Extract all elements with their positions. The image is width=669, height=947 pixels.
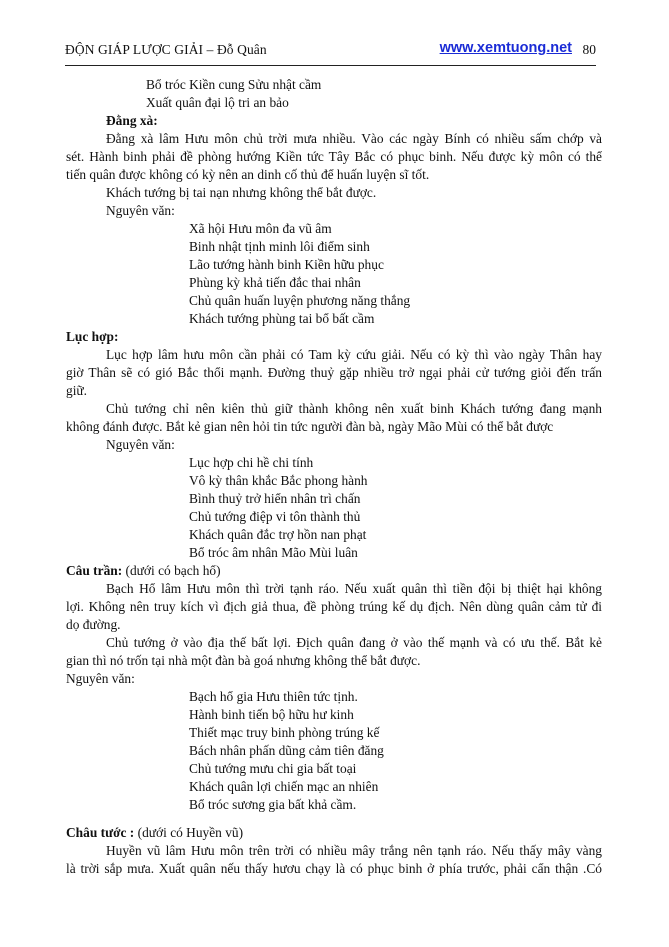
verse-line: Bổ tróc âm nhân Mão Mùi luân [189,545,358,560]
paragraph-line: Đằng xà lâm Hưu môn chủ trời mưa nhiều. Vào các ngày Bính có nhiều sấm chớp và [106,131,602,146]
original-text-label: Nguyên văn: [106,437,175,452]
website-link[interactable]: www.xemtuong.net [439,40,572,56]
original-text-label: Nguyên văn: [66,671,135,686]
paragraph-line: là trời sắp mưa. Xuất quân nếu thấy hươu chạy là có phục binh ở phía trước, phải cẩn thận .Có [66,861,602,876]
paragraph-line: lợi. Không nên truy kích vì địch giả thua, đề phòng trúng kế dụ địch. Nên dùng quân cảm tử đi [66,599,602,614]
paragraph-line: Khách tướng bị tai nạn nhưng không thể bắt được. [106,185,377,200]
verse-line: Khách tướng phùng tai bổ bất cầm [189,311,375,326]
section-heading [66,563,221,579]
header-divider [65,65,596,66]
verse-line: Thiết mạc truy binh phòng trúng kế [189,725,380,740]
section-heading: Lục hợp: [66,329,119,344]
verse-line: Hành binh tiến bộ hữu hư kinh [189,707,354,722]
verse-line: Vô kỳ thân khắc Bắc phong hành [189,473,368,488]
section-heading-title: Châu tước : [66,825,135,840]
paragraph-line: Chủ tướng ở vào địa thế bất lợi. Địch quân đang ở vào thế mạnh và có ưu thế. Bắt kẻ [106,635,602,650]
verse-line: Xuất quân đại lộ tri an bảo [146,95,289,110]
verse-line: Xã hội Hưu môn đa vũ âm [189,221,332,236]
paragraph-line: Chủ tướng chỉ nên kiên thủ giữ thành không nên xuất binh Khách tướng đang mạnh [106,401,602,416]
paragraph-line: dọ đường. [66,617,121,632]
verse-line: Bổ tróc sương gia bất khả cầm. [189,797,357,812]
paragraph-line: tiến quân được không có kỳ nên an dinh cố thủ để huấn luyện sĩ tốt. [66,167,430,182]
verse-line: Chủ quân huấn luyện phương năng thắng [189,293,411,308]
verse-line: Bạch hổ gia Hưu thiên tức tịnh. [189,689,358,704]
verse-line: Lão tướng hành binh Kiền hữu phục [189,257,384,272]
paragraph-line: Lục hợp lâm hưu môn cần phải có Tam kỳ cứu giải. Nếu có kỳ thì vào ngày Thân hay [106,347,602,362]
section-heading: Đằng xà: [106,113,158,128]
book-title: ĐỘN GIÁP LƯỢC GIẢI – Đỗ Quân [65,42,267,57]
verse-line: Khách quân đắc trợ hồn nan phạt [189,527,367,542]
verse-line: Chủ tướng điệp vi tôn thành thủ [189,509,361,524]
verse-line: Binh nhật tịnh minh lôi điểm sinh [189,239,370,254]
paragraph-line: giờ Thân sẽ có gió Bắc thổi mạnh. Đường thuỷ gặp nhiều trở ngại phải cử tướng giỏi đến trấn [66,365,602,380]
paragraph-line: gian thì nó trốn tại nhà một đàn bà goá nhưng không thể bắt được. [66,653,421,668]
verse-line: Bách nhân phấn dũng cảm tiên đăng [189,743,384,758]
section-heading [66,825,243,841]
verse-line: Chủ tướng mưu chi gia bất toại [189,761,357,776]
paragraph-line: Bạch Hổ lâm Hưu môn thì trời tạnh ráo. Nếu xuất quân thì tiền đội bị thiệt hại không [106,581,602,596]
paragraph-line: Huyền vũ lâm Hưu môn trên trời có nhiều mây trắng nên tạnh ráo. Nếu thấy mây vàng [106,843,602,858]
section-heading-note: (dưới có Huyền vũ) [134,825,244,840]
verse-line: Lục hợp chi hề chi tính [189,455,314,470]
page-header [65,40,596,62]
verse-line: Khách quân lợi chiến mạc an nhiên [189,779,379,794]
verse-line: Bổ tróc Kiền cung Sửu nhật cầm [146,77,322,92]
paragraph-line: không đánh được. Bắt kẻ gian nên hỏi tin tức người đàn bà, ngày Mão Mùi có thể bắt được [66,419,554,434]
original-text-label: Nguyên văn: [106,203,175,218]
paragraph-line: giữ. [66,383,88,398]
section-heading-title: Câu trần: [66,563,123,578]
verse-line: Phùng kỳ khả tiến đắc thai nhân [189,275,361,290]
verse-line: Bình thuỷ trở hiển nhân trì chấn [189,491,361,506]
section-heading-note: (dưới có bạch hổ) [122,563,221,578]
page-number: 80 [582,42,596,57]
paragraph-line: sét. Hành binh phải đề phòng hướng Kiền tức Tây Bắc có phục binh. Nếu được kỳ môn có thể [66,149,602,164]
